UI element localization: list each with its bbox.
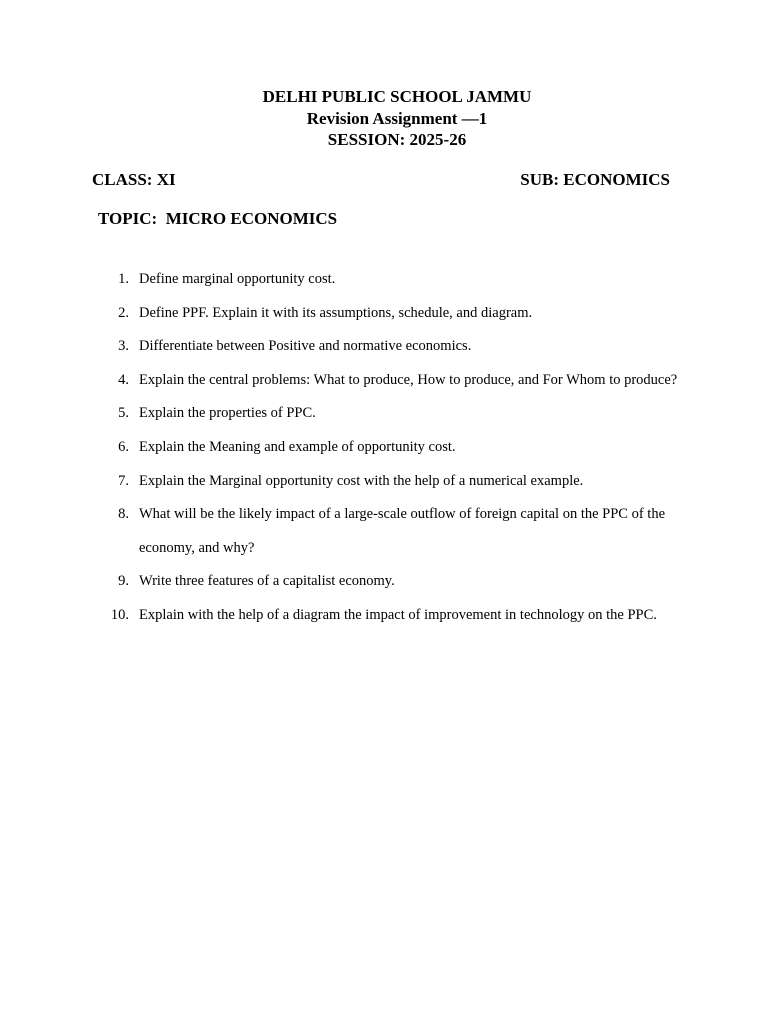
question-item [100, 465, 680, 499]
subject-label: SUB: ECONOMICS [520, 170, 670, 189]
question-item [100, 565, 680, 599]
question-text: Explain the properties of PPC. [139, 405, 316, 422]
question-item [100, 599, 680, 633]
question-number: 3. [118, 338, 129, 355]
class-label: CLASS: XI [92, 170, 176, 189]
question-text: Explain the Meaning and example of opportunity cost. [139, 438, 456, 455]
question-text: Explain the Marginal opportunity cost with the help of a numerical example. [139, 472, 584, 489]
question-number: 5. [118, 405, 129, 422]
question-text: Define PPF. Explain it with its assumptions, schedule, and diagram. [139, 304, 533, 321]
question-item [100, 431, 680, 465]
question-item [100, 263, 680, 297]
assignment-title: Revision Assignment —1 [306, 108, 488, 128]
question-number: 2. [118, 304, 129, 321]
question-number: 1. [118, 271, 129, 287]
question-number: 8. [118, 506, 129, 523]
question-list [100, 263, 680, 633]
document-header [0, 86, 768, 151]
session-label: SESSION: 2025-26 [327, 130, 467, 149]
question-text: Write three features of a capitalist economy. [139, 573, 395, 590]
question-text: What will be the likely impact of a large-scale outflow of foreign capital on the PPC of the economy, and why? [139, 506, 666, 556]
question-text: Explain with the help of a diagram the impact of improvement in technology on the PPC. [139, 606, 657, 623]
topic-label: TOPIC: MICRO ECONOMICS [98, 209, 338, 228]
question-text: Differentiate between Positive and normative economics. [139, 338, 472, 355]
school-name: DELHI PUBLIC SCHOOL JAMMU [262, 87, 532, 106]
question-number: 9. [118, 573, 129, 590]
question-number: 7. [118, 472, 129, 489]
question-number: 6. [118, 438, 129, 455]
question-text: Explain the central problems: What to produce, How to produce, and For Whom to produce? [139, 371, 678, 388]
question-item [100, 498, 680, 565]
question-text: Define marginal opportunity cost. [139, 271, 336, 287]
question-item [100, 364, 680, 398]
question-item [100, 297, 680, 331]
question-number: 10. [110, 606, 129, 623]
question-item [100, 330, 680, 364]
question-number: 4. [118, 371, 129, 388]
question-item [100, 397, 680, 431]
